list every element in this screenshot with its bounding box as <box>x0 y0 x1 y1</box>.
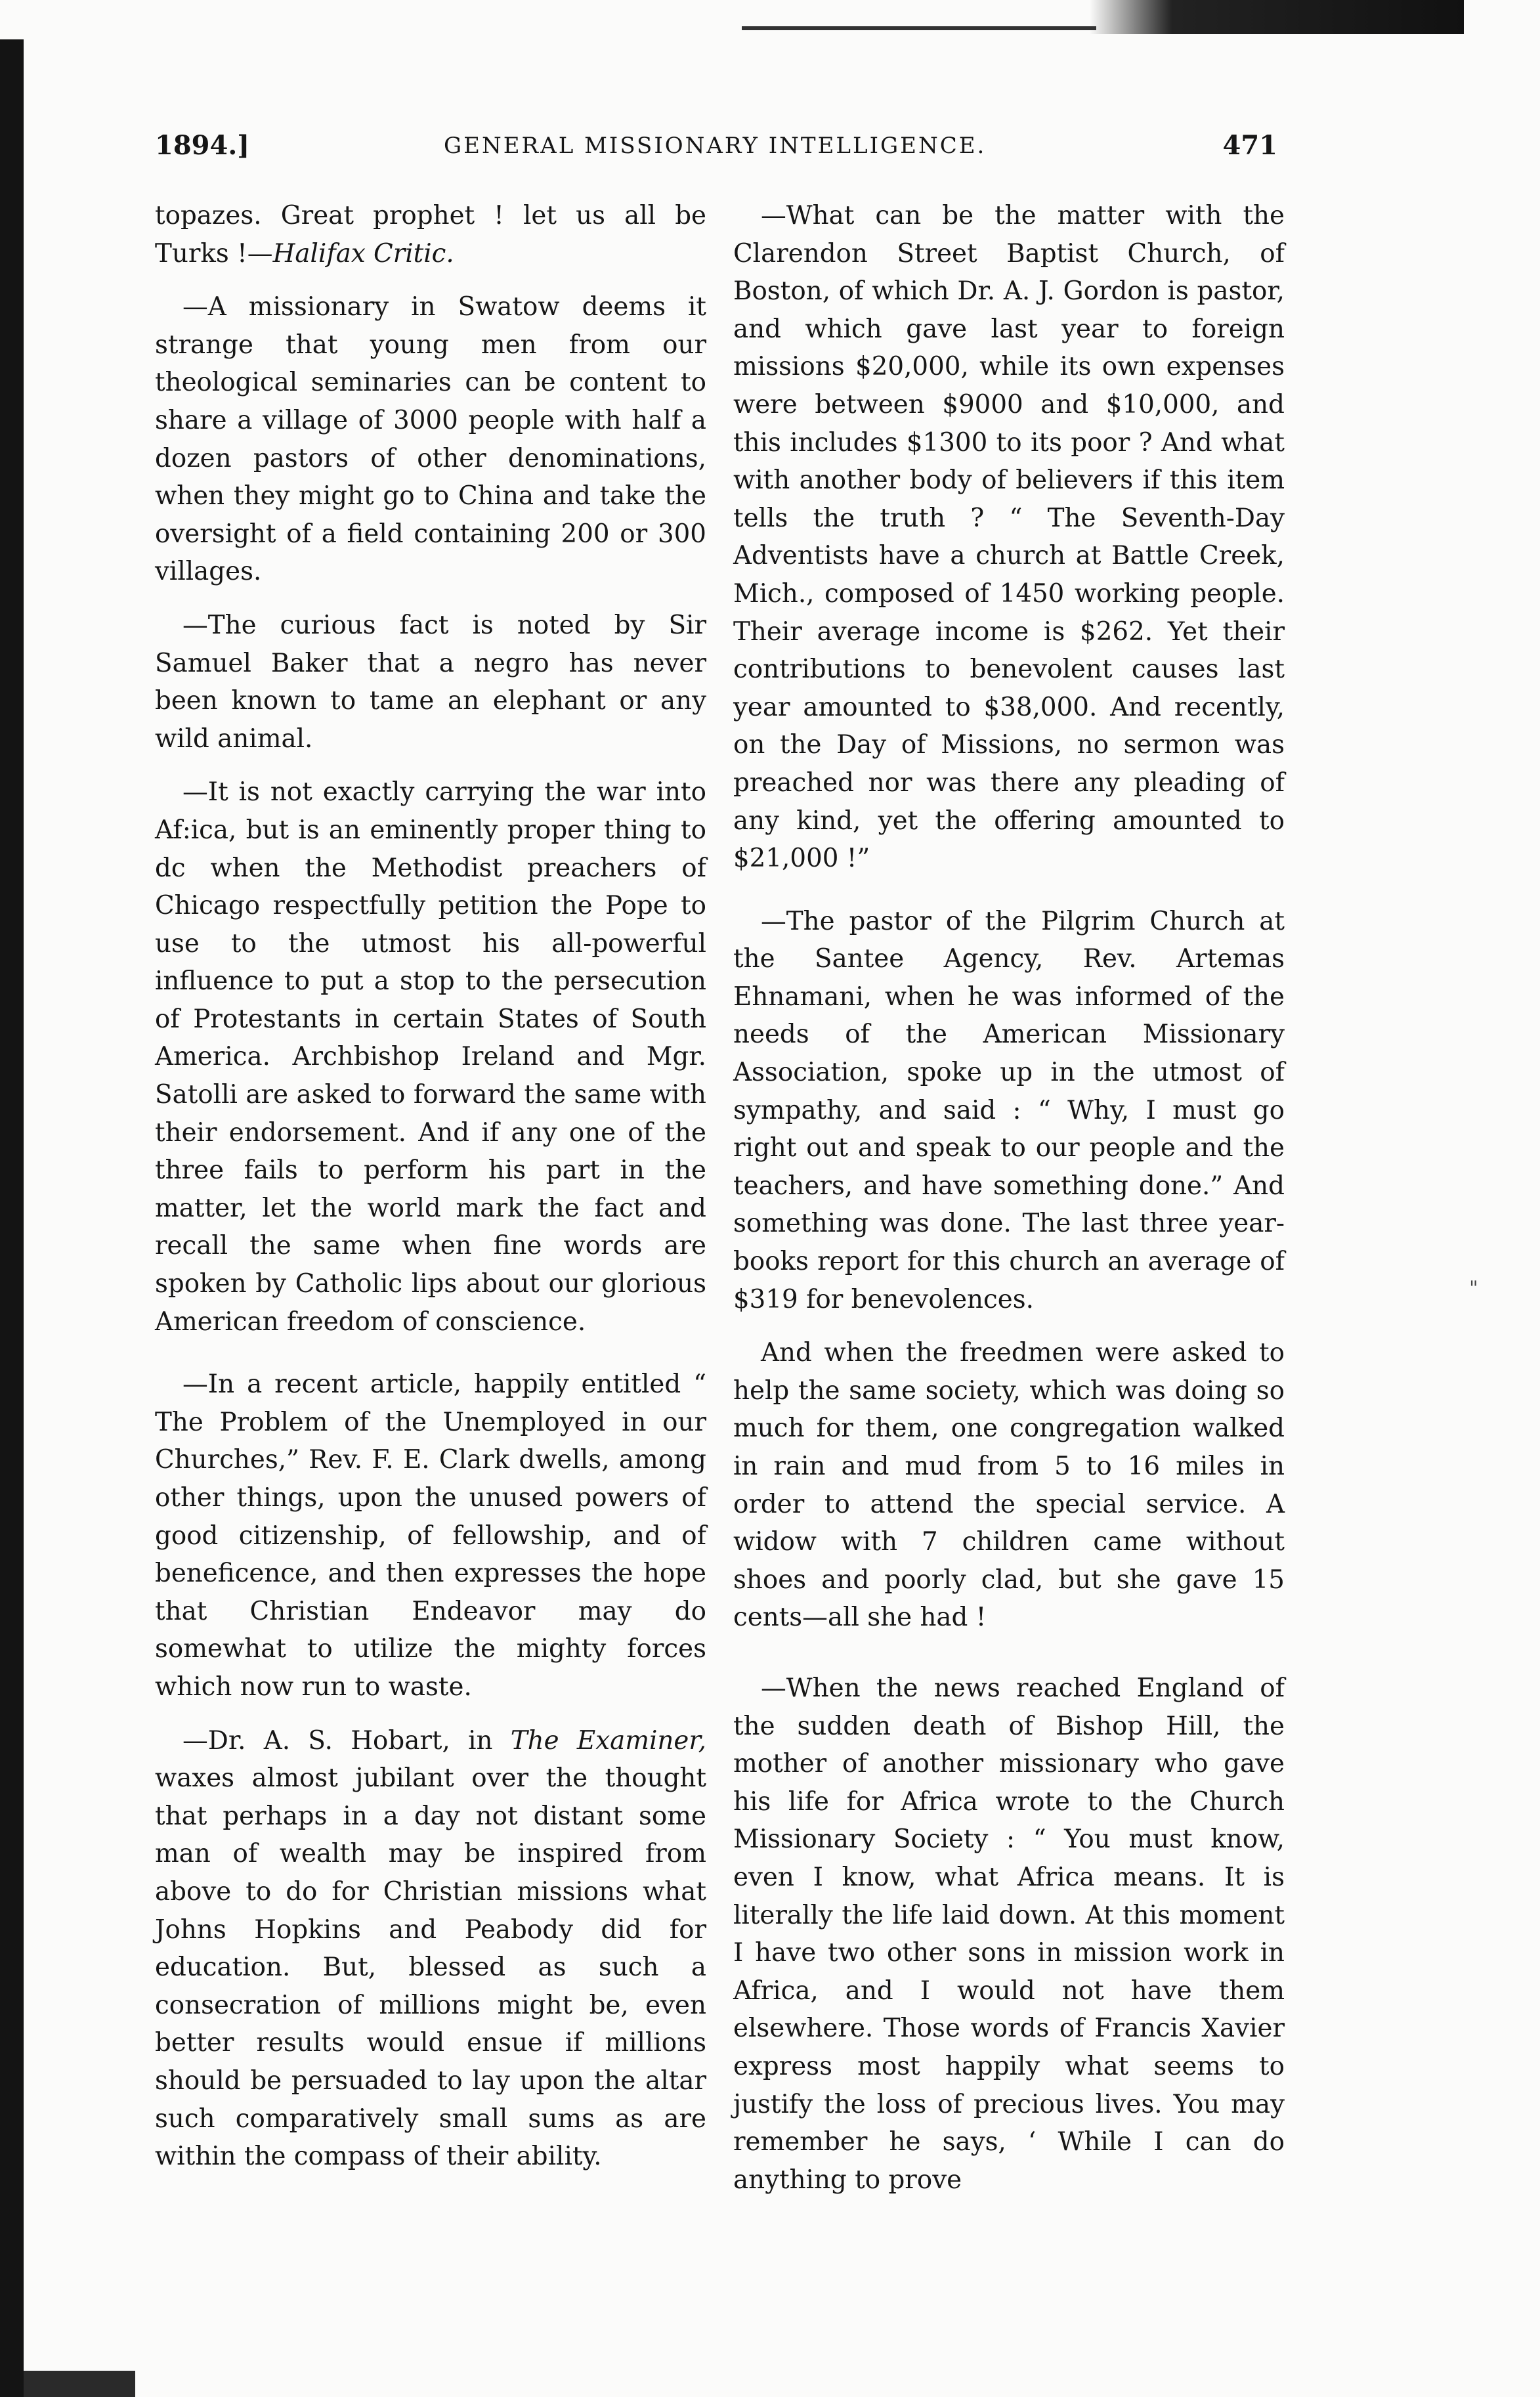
paragraph: —The pastor of the Pilgrim Church at the Santee Agency, Rev. Artemas Ehnamani, when he was informed of the needs of the American Missionary Association, spoke up in the utmost of sympathy, and said : “ Why, I must go right out and speak to our people and the teachers, and have something done.” And something was done. The last three year-books report for this church an average of $319 for benevolences. <box>733 906 1285 1314</box>
right-column <box>733 197 1285 2214</box>
paragraph: —What can be the matter with the Clarendon Street Baptist Church, of Boston, of which Dr. A. J. Gordon is pastor, and which gave last year to foreign missions $20,000, while its own expenses were between $9000 and $10,000, and this includes $1300 to its poor ? And what with another body of believers if this item tells the truth ? “ The Seventh-Day Adventists have a church at Battle Creek, Mich., composed of 1450 working people. Their average income is $262. Yet their contributions to benevolent causes last year amounted to $38,000. And recently, on the Day of Missions, no sermon was preached nor was there any pleading of any kind, yet the offering amounted to $21,000 !” <box>733 201 1285 874</box>
left-column <box>155 197 706 2192</box>
source-citation: Halifax Critic. <box>272 238 454 269</box>
running-title: GENERAL MISSIONARY INTELLIGENCE. <box>444 133 987 159</box>
margin-mark: " <box>1469 1277 1478 1300</box>
paragraph: —In a recent article, happily entitled “ The Problem of the Unemployed in our Churches,” Rev. F. E. Clark dwells, among other things, upon the unused powers of good citizenship, of fellowship, and of beneficence, and then expresses the hope that Christian Endeavor may do somewhat to utilize the mighty forces which now run to waste. <box>155 1370 706 1702</box>
page-header <box>155 130 1277 176</box>
paragraph: —A missionary in Swatow deems it strange that young men from our theological seminaries can be content to share a village of 3000 people with half a dozen pastors of other denominations, when they might go to China and take the oversight of a field containing 200 or 300 villages. <box>155 292 706 587</box>
paragraph: —Dr. A. S. Hobart, in The Examiner, waxes almost jubilant over the thought that perhaps in a day not distant some man of wealth may be inspired from above to do for Christian missions what Johns Hopkins and Peabody did for education. But, blessed as such a consecration of millions might be, even better results would ensue if millions should be persuaded to lay upon the altar such comparatively small sums as are within the compass of their ability. <box>155 1725 706 2172</box>
paragraph: —When the news reached England of the sudden death of Bishop Hill, the mother of another missionary who gave his life for Africa wrote to the Church Missionary Society : “ You must know, even I know, what Africa means. It is literally the life laid down. At this moment I have two other sons in mission work in Africa, and I would not have them elsewhere. Those words of Francis Xavier express most happily what seems to justify the loss of precious lives. You may remember he says, ‘ While I can do anything to prove <box>733 1673 1285 2195</box>
paragraph: And when the freedmen were asked to help the same society, which was doing so much for them, one congregation walked in rain and mud from 5 to 16 miles in order to attend the special service. A widow with 7 children came without shoes and poorly clad, but she gave 15 cents—all she had ! <box>733 1338 1285 1633</box>
paragraph: —The curious fact is noted by Sir Samuel Baker that a negro has never been known to tame an elephant or any wild animal. <box>155 610 706 754</box>
publication-title: The Examiner, <box>510 1725 706 1756</box>
page-number: 471 <box>1222 130 1277 161</box>
scan-edge-left <box>0 39 24 2397</box>
scan-edge-top <box>1090 0 1464 34</box>
header-year: 1894.] <box>155 130 250 161</box>
paragraph: —It is not exactly carrying the war into Af:ica, but is an eminently proper thing to dc when the Methodist preachers of Chicago respectfully petition the Pope to use to the utmost his all-powerful influence to put a stop to the persecution of Protestants in certain States of South America. Archbishop Ireland and Mgr. Satolli are asked to forward the same with their endorsement. And if any one of the three fails to perform his part in the matter, let the world mark the fact and recall the same when fine words are spoken by Catholic lips about our glorious American freedom of conscience. <box>155 777 706 1337</box>
paragraph: topazes. Great prophet ! let us all be Turks !—Halifax Critic. <box>155 201 706 269</box>
